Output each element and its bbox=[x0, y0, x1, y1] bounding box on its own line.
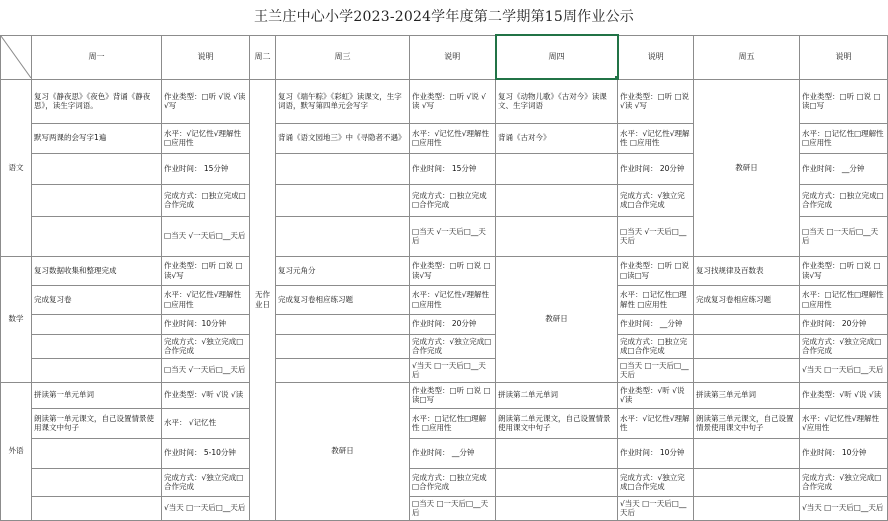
math-wed-note[interactable]: 完成方式：√独立完成□合作完成 bbox=[410, 334, 496, 358]
chinese-thu-content[interactable]: 复习《动物儿歌》《古对今》读课文、生字词语 bbox=[496, 79, 618, 123]
english-fri-content[interactable]: 朗读第三单元课文，自己设置情景使用课文中句子 bbox=[694, 408, 800, 438]
math-thu-note[interactable]: 水平：□记忆性□理解性 □应用性 bbox=[618, 285, 694, 314]
chinese-thu-note[interactable]: □当天 √一天后□__天后 bbox=[618, 216, 694, 256]
chinese-wed-note[interactable]: 水平：√记忆性√理解性 □应用性 bbox=[410, 123, 496, 153]
chinese-thu-note[interactable]: 完成方式：√独立完成□合作完成 bbox=[618, 184, 694, 216]
chinese-thu-note[interactable]: 作业类型：□听 □说 √读 √写 bbox=[618, 79, 694, 123]
empty-cell[interactable] bbox=[496, 438, 618, 468]
english-fri-note[interactable]: 完成方式：√独立完成□合作完成 bbox=[800, 468, 888, 496]
table-row bbox=[1, 382, 888, 408]
english-wed-research-day[interactable]: 教研日 bbox=[276, 382, 410, 520]
empty-cell[interactable] bbox=[32, 153, 162, 184]
header-row bbox=[1, 35, 888, 79]
header-thu: 周四 bbox=[548, 52, 565, 62]
math-mon-note[interactable]: 完成方式：√独立完成□合作完成 bbox=[162, 334, 250, 358]
header-wed[interactable]: 周三 bbox=[276, 35, 410, 79]
chinese-fri-research-day[interactable]: 教研日 bbox=[694, 79, 800, 256]
empty-cell[interactable] bbox=[32, 358, 162, 382]
chinese-fri-note[interactable]: 水平：□记忆性□理解性 □应用性 bbox=[800, 123, 888, 153]
math-fri-note[interactable]: 作业时间： 20分钟 bbox=[800, 314, 888, 334]
empty-cell[interactable] bbox=[694, 334, 800, 358]
english-fri-note[interactable]: 作业类型：√听 √说 √读 bbox=[800, 382, 888, 408]
math-thu-note[interactable]: 作业类型：□听 □说 □读□写 bbox=[618, 256, 694, 285]
table-row bbox=[1, 334, 888, 358]
chinese-thu-note[interactable]: 作业时间： 20分钟 bbox=[618, 153, 694, 184]
math-fri-note[interactable]: 水平：□记忆性□理解性 □应用性 bbox=[800, 285, 888, 314]
math-wed-content[interactable]: 复习元角分 bbox=[276, 256, 410, 285]
chinese-wed-content[interactable]: 背诵《语文园地三》中《寻隐者不遇》 bbox=[276, 123, 410, 153]
page-title: 王兰庄中心小学2023-2024学年度第二学期第15周作业公示 bbox=[253, 9, 634, 25]
table-row bbox=[1, 314, 888, 334]
empty-cell[interactable] bbox=[276, 153, 410, 184]
english-fri-note[interactable]: 作业时间： 10分钟 bbox=[800, 438, 888, 468]
math-thu-research-day[interactable]: 教研日 bbox=[496, 256, 618, 382]
english-wed-note[interactable]: 作业时间： __分钟 bbox=[410, 438, 496, 468]
table-row bbox=[1, 358, 888, 382]
math-mon-note[interactable]: 作业类型：□听 □说 □读√写 bbox=[162, 256, 250, 285]
math-thu-note[interactable]: □当天 □一天后□__天后 bbox=[618, 358, 694, 382]
math-mon-note[interactable]: □当天 √一天后□__天后 bbox=[162, 358, 250, 382]
header-mon[interactable]: 周一 bbox=[32, 35, 162, 79]
english-thu-note[interactable]: 完成方式：√独立完成□合作完成 bbox=[618, 468, 694, 496]
empty-cell[interactable] bbox=[32, 468, 162, 496]
english-thu-note[interactable]: 水平：√记忆性√理解性 bbox=[618, 408, 694, 438]
empty-cell[interactable] bbox=[32, 184, 162, 216]
empty-cell[interactable] bbox=[32, 496, 162, 520]
diagonal-corner bbox=[1, 35, 32, 79]
chinese-mon-content[interactable]: 默写两课的会写字1遍 bbox=[32, 123, 162, 153]
english-wed-note[interactable]: □当天 □一天后□__天后 bbox=[410, 496, 496, 520]
table-row bbox=[1, 438, 888, 468]
empty-cell[interactable] bbox=[496, 153, 618, 184]
chinese-fri-note[interactable]: 完成方式：□独立完成□合作完成 bbox=[800, 184, 888, 216]
chinese-fri-note[interactable]: □当天 □一天后□__天后 bbox=[800, 216, 888, 256]
english-mon-note[interactable]: 作业时间： 5-10分钟 bbox=[162, 438, 250, 468]
english-fri-note[interactable]: √当天 □一天后□__天后 bbox=[800, 496, 888, 520]
math-fri-content[interactable]: 完成复习卷相应练习题 bbox=[694, 285, 800, 314]
header-note[interactable]: 说明 bbox=[162, 35, 250, 79]
english-wed-note[interactable]: 水平：□记忆性□理解性 □应用性 bbox=[410, 408, 496, 438]
chinese-wed-note[interactable]: 作业类型：□听 √说 √读 √写 bbox=[410, 79, 496, 123]
empty-cell[interactable] bbox=[496, 216, 618, 256]
chinese-fri-note[interactable]: 作业时间： __分钟 bbox=[800, 153, 888, 184]
math-mon-note[interactable]: 水平：√记忆性√理解性 □应用性 bbox=[162, 285, 250, 314]
empty-cell[interactable] bbox=[694, 358, 800, 382]
chinese-mon-note[interactable]: 作业时间： 15分钟 bbox=[162, 153, 250, 184]
table-row bbox=[1, 256, 888, 285]
math-mon-content[interactable]: 复习数据收集和整理完成 bbox=[32, 256, 162, 285]
empty-cell[interactable] bbox=[694, 496, 800, 520]
english-fri-content[interactable]: 拼读第三单元单词 bbox=[694, 382, 800, 408]
english-thu-note[interactable]: 作业时间： 10分钟 bbox=[618, 438, 694, 468]
empty-cell[interactable] bbox=[276, 334, 410, 358]
empty-cell[interactable] bbox=[694, 468, 800, 496]
table-row bbox=[1, 496, 888, 520]
math-wed-note[interactable]: 水平：√记忆性√理解性 □应用性 bbox=[410, 285, 496, 314]
math-fri-note[interactable]: 完成方式：√独立完成□合作完成 bbox=[800, 334, 888, 358]
empty-cell[interactable] bbox=[694, 314, 800, 334]
empty-cell[interactable] bbox=[32, 216, 162, 256]
tue-no-homework[interactable]: 无作业日 bbox=[250, 79, 276, 520]
math-fri-note[interactable]: √当天 □一天后□__天后 bbox=[800, 358, 888, 382]
math-thu-note[interactable]: 作业时间： __分钟 bbox=[618, 314, 694, 334]
table-row bbox=[1, 285, 888, 314]
chinese-mon-note[interactable]: 完成方式：□独立完成□合作完成 bbox=[162, 184, 250, 216]
empty-cell[interactable] bbox=[496, 184, 618, 216]
math-mon-content[interactable]: 完成复习卷 bbox=[32, 285, 162, 314]
empty-cell[interactable] bbox=[496, 468, 618, 496]
english-mon-note[interactable]: 水平： √记忆性 bbox=[162, 408, 250, 438]
header-note[interactable]: 说明 bbox=[800, 35, 888, 79]
empty-cell[interactable] bbox=[276, 358, 410, 382]
math-wed-note[interactable]: 作业时间： 20分钟 bbox=[410, 314, 496, 334]
english-mon-content[interactable]: 朗读第一单元课文，自己设置情景使用课文中句子 bbox=[32, 408, 162, 438]
homework-table bbox=[0, 34, 888, 521]
chinese-thu-note[interactable]: 水平：√记忆性√理解性 □应用性 bbox=[618, 123, 694, 153]
header-note[interactable]: 说明 bbox=[410, 35, 496, 79]
chinese-mon-note[interactable]: 水平：√记忆性√理解性 □应用性 bbox=[162, 123, 250, 153]
chinese-thu-content[interactable]: 背诵《古对今》 bbox=[496, 123, 618, 153]
english-mon-note[interactable]: 作业类型：√听 √说 √读 bbox=[162, 382, 250, 408]
table-row bbox=[1, 468, 888, 496]
math-mon-note[interactable]: 作业时间：10分钟 bbox=[162, 314, 250, 334]
table-row bbox=[1, 408, 888, 438]
chinese-wed-content[interactable]: 复习《端午粽》《彩虹》读课文，生字词语，默写第四单元会写字 bbox=[276, 79, 410, 123]
math-wed-note[interactable]: 作业类型：□听 □说 □读√写 bbox=[410, 256, 496, 285]
math-wed-content[interactable]: 完成复习卷相应练习题 bbox=[276, 285, 410, 314]
math-wed-note[interactable]: √当天 □一天后□__天后 bbox=[410, 358, 496, 382]
header-thu-selected-cell[interactable] bbox=[496, 35, 618, 79]
empty-cell[interactable] bbox=[694, 438, 800, 468]
chinese-wed-note[interactable]: □当天 √一天后□__天后 bbox=[410, 216, 496, 256]
fill-handle[interactable] bbox=[615, 76, 618, 79]
chinese-wed-note[interactable]: 完成方式：□独立完成□合作完成 bbox=[410, 184, 496, 216]
empty-cell[interactable] bbox=[32, 334, 162, 358]
chinese-mon-note[interactable]: □当天 √一天后□__天后 bbox=[162, 216, 250, 256]
empty-cell[interactable] bbox=[276, 314, 410, 334]
math-thu-note[interactable]: 完成方式：□独立完成□合作完成 bbox=[618, 334, 694, 358]
math-fri-content[interactable]: 复习找规律及百数表 bbox=[694, 256, 800, 285]
english-thu-content[interactable]: 朗读第二单元课文，自己设置情景使用课文中句子 bbox=[496, 408, 618, 438]
english-mon-note[interactable]: √当天 □一天后□__天后 bbox=[162, 496, 250, 520]
empty-cell[interactable] bbox=[32, 314, 162, 334]
english-wed-note[interactable]: 作业类型：□听 □说 □读□写 bbox=[410, 382, 496, 408]
subject-english[interactable]: 外语 bbox=[1, 382, 32, 520]
subject-chinese[interactable]: 语文 bbox=[1, 79, 32, 256]
english-thu-content[interactable]: 拼读第二单元单词 bbox=[496, 382, 618, 408]
header-fri[interactable]: 周五 bbox=[694, 35, 800, 79]
math-fri-note[interactable]: 作业类型：□听 □说 □读√写 bbox=[800, 256, 888, 285]
english-thu-note[interactable]: 作业类型：√听 √说 √读 bbox=[618, 382, 694, 408]
english-wed-note[interactable]: 完成方式：□独立完成□合作完成 bbox=[410, 468, 496, 496]
english-mon-content[interactable]: 拼读第一单元单词 bbox=[32, 382, 162, 408]
chinese-mon-note[interactable]: 作业类型：□听 √说 √读 √写 bbox=[162, 79, 250, 123]
chinese-wed-note[interactable]: 作业时间： 15分钟 bbox=[410, 153, 496, 184]
header-tue[interactable]: 周二 bbox=[250, 35, 276, 79]
english-fri-note[interactable]: 水平：√记忆性√理解性 √应用性 bbox=[800, 408, 888, 438]
chinese-fri-note[interactable]: 作业类型：□听 □说 □读□写 bbox=[800, 79, 888, 123]
header-note[interactable]: 说明 bbox=[618, 35, 694, 79]
empty-cell[interactable] bbox=[276, 184, 410, 216]
empty-cell[interactable] bbox=[32, 438, 162, 468]
chinese-mon-content[interactable]: 复习《静夜思》《夜色》背诵《静夜思》，读生字词语。 bbox=[32, 79, 162, 123]
english-mon-note[interactable]: 完成方式：√独立完成□合作完成 bbox=[162, 468, 250, 496]
empty-cell[interactable] bbox=[496, 496, 618, 520]
english-thu-note[interactable]: √当天 □一天后□__天后 bbox=[618, 496, 694, 520]
empty-cell[interactable] bbox=[276, 216, 410, 256]
table-row bbox=[1, 79, 888, 123]
subject-math[interactable]: 数学 bbox=[1, 256, 32, 382]
